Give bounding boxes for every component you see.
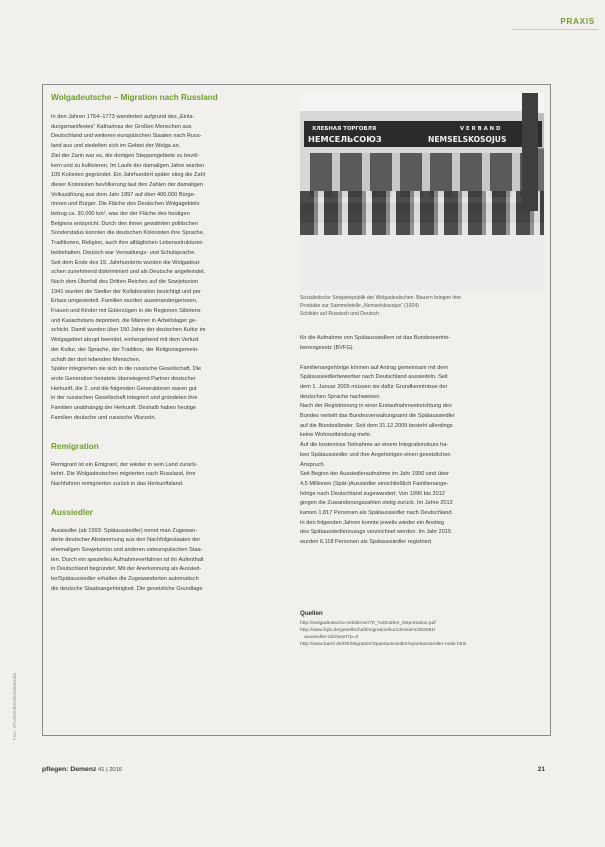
- photo-caption: Sozialistische Sowjetrepublik der Wolgadeutschen. Bauern bringen ihre Produkte zur Sammelstelle „Nemselskosojus“ (1924) Schilder auf Russisch und Deutsch: [300, 295, 462, 317]
- sign-russian-main: НЕМСЕЛЬСОЮЗ: [308, 134, 382, 144]
- right-column: [300, 93, 544, 649]
- photo-sky: [300, 93, 544, 113]
- footer-publication: [42, 766, 122, 773]
- migration-text: In den Jahren 1764–1773 wanderten aufgrund des „Einla- dungsmanifestes“ Katharinas der Großen Menschen aus Deutschland und weiteren europäischen Staaten nach Russ- land aus und siedelten sich im Gebiet der Wolga an. Ziel der Zarin war es, die dortigen Steppengebiete zu bevöl- kern und zu kultivieren. Im Laufe der damaligen Jahre wurden 105 Kolonien gegründet. Ein Jahrhundert später stieg die Zahl dieser Kolonisten bevölkerung laut den Zahlen der damaligen Volkszählung aus dem Jahr 1897 auf über 400.000 Bürge- rinnen und Bürger. Die Fläche des Deutschen Wolgagebiets betrug ca. 30.000 km², was der der Fläche des heutigen Belgiens entspricht. Durch den ihnen gewährten politischen Sonderstatus konnten die deutschen Kolonisten ihre Sprache, Traditionen, Religion, auch ihre alltäglichen Lebensstrukturen beibehalten. Deutsch war Verwaltungs- und Schulsprache. Seit dem Ende des 19. Jahrhunderts wurden die Wolgadeut- schen zunehmend diskriminiert und als Deutsche angefeindet. Nach dem Überfall des Dritten Reiches auf die Sowjetunion 1941 wurden die Siedler der Kollaboration bezichtigt und per Erlass umgesiedelt. Familien wurden auseinandergerissen, Frauen und Kinder mit Güterzügen in die Regionen Sibiriens und Kasachstans deportiert, die Männer in Arbeitslager ge- schickt. Damit wurden über 150 Jahre der deutschen Kultur im Wolgagebiet abrupt beendet, einhergehend mit dem Verlust der Kultur, der Sprache, der Tradition, der Religionsgemein- schaft der dort lebenden Menschen. Später integrierten sie sich in die russische Gesellschaft. Die erste Generation heiratete überwiegend Partner deutscher Herkunft, die 2. und die folgenden Generationen waren gut in der russischen Gesellschaft integriert und gründeten ihre Familien unabhängig der Herkunft. Deshalb haben heutige Familien deutsche und russische Wurzeln.: [51, 114, 206, 421]
- sources-list: http://wolgadeutsche.net/diener/70_%20Jahre_Deportation.pdf http://www.bpb.de/gesellschaft/migration/kurzdossiers/252561/ aussiedler-stichwort?p=2 http://www.bamf.de/DE/Migration/Spaetaussiedler/spaetaussiedler-node.html: [300, 620, 467, 648]
- remigration-text: Remigrant ist ein Emigrant, der wieder in sein Land zurück- kehrt. Die Wolgadeutschen migrierten nach Russland, ihre Nachfahren remigrierten zurück in das Herkunftsland.: [51, 461, 198, 487]
- photo-pole: [522, 93, 538, 211]
- sign-russian-top: ХЛЕБНАЯ ТОРГОВЛЯ: [312, 126, 377, 132]
- issue-number: 41 | 2016: [98, 767, 123, 773]
- sign-german-top: V E R B A N D: [460, 126, 501, 132]
- heading-aussiedler: Aussiedler: [51, 507, 93, 517]
- heading-migration: Wolgadeutsche – Migration nach Russland: [51, 93, 218, 102]
- photo-horse-carts: [300, 191, 544, 235]
- sources-heading: Quellen: [300, 609, 323, 617]
- photo-credit: Foto: SPL/Bernd/Keller/wikimedia: [12, 672, 17, 740]
- left-column: [51, 93, 294, 595]
- aussiedler-text: Aussiedler (ab 1993: Spätaussiedler) nennt man Zugewan- derte deutscher Abstammung aus den Nachfolgestaaten der ehemaligen Sowjetunion und anderen osteuropäischen Staa- ten. Durch ein spezielles Aufnahmeverfahren ist ihr Aufenthalt in Deutschland begründet. Mit der Anerkennung als Aussied- ler/Spätaussiedler erhalten die Zugewanderten automatisch die deutsche Staatsangehörigkeit. Die gesetzliche Grundlage: [51, 527, 204, 592]
- sign-german-main: NEMSELSKOSOJUS: [428, 135, 507, 144]
- heading-remigration: Remigration: [51, 441, 99, 451]
- publication-name: pflegen: Demenz: [42, 766, 97, 773]
- page-number: 21: [537, 766, 545, 773]
- section-label: PRAXIS: [560, 17, 595, 26]
- header-rule: [512, 29, 598, 30]
- right-column-text: für die Aufnahme von Spätaussiedlern ist das Bundesvertrie- benengesetz (BVFG). Familienangehörige können auf Antrag gemeinsam mit dem Spätaussiedlerbewerber nach Deutschland aussiedeln. Seit dem 1. Januar 2005 müssen sie dafür Grundkenntnisse der deutschen Sprache nachweisen. Nach der Registrierung in einer Erstaufnahmeeinrichtung des Bundes verteilt das Bundesverwaltungsamt die Spätaussiedler auf die Bundesländer. Seit dem 31.12.2009 besteht allerdings keine Wohnortbindung mehr. Auf die kostenlose Teilnahme an einem Integrationskurs ha- ben Spätaussiedler und ihre Angehörigen einen gesetzlichen Anspruch. Seit Beginn der Aussiedleraufnahme im Jahr 1950 sind über 4,5 Millionen (Spät-)Aussiedler einschließlich Familienange- hörige nach Deutschland zugewandert. Von 1990 bis 2012 gingen die Zuwanderungszahlen stetig zurück. Im Jahre 2012 kamen 1.817 Personen als Spätaussiedler nach Deutschland. In den folgenden Jahren konnte jeweils wieder ein Anstieg des Spätaussiedlerzuzugs verzeichnet werden. Im Jahr 2015 wurden 6.118 Personen als Spätaussiedler registriert.: [300, 335, 455, 546]
- historical-photo: [300, 93, 544, 291]
